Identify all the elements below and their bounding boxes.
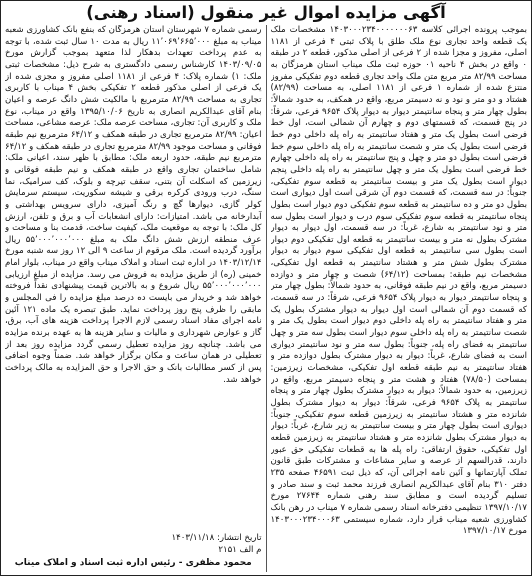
notice-columns — [1, 25, 531, 574]
right-column-text: بموجب پرونده اجرائی کلاسه ۱۴۰۳۰۰۰۲۳۴۰۰۰۰۰۰۰۶۳ مشخصات ملک یک قطعه واحد تجاری نوع ملک طلق با پلاک ثبتی ۴ فرعی از ۱۱۸۱ اصلی، مفروز و مجزا شده از ۲ فرعی از اصلی مذکور، قطعه ۲ در طبقه ۰ واقع در بخش ۴ ناحیه ۰۱ حوزه ثبت ملک میناب استان هرمزگان به مساحت ۸۲/۹۹ متر مربع متن ملک واحد تجاری قطعه دوم تفکیکی مفروز منتزع شده از شماره ۱ فرعی از ۱۱۸۱ اصلی، به مساحت (۸۲/۹۹) هشتاد و دو متر و نود و نه دسیمتر مربع، واقع در همکف، به حدود شمالاً: بطول چهار متر و پنجاه سانتیمتر دیوار به دیوار پلاک ۹۶۵۴ فرعی، شرقاً: در پنج قسمت، که قسمتهای دوم و چهارم آن شمالی است، اول خط فرضی است بطول یک متر و هفتاد سانتیمتر به راه پله داخلی دوم خط فرضی است بطول یک متر و شصت سانتیمتر به راه پله داخلی سوم خط فرضی است بطول دو متر و چهل و پنج سانتیمتر به راه پله داخلی چهارم خط فرضی است بطول یک متر و چهل سانتیمتر به راه پله داخلی پنجم دیوار است بطول یک متر و بیست سانتیمتر به قطعه سوم تفکیکی، جنوباً: در سه قسمت، که قسمت دوم آن شرقی است اول دیواری است بطول دو متر و ده سانتیمتر به قطعه سوم تفکیکی دوم دیوار است بطول پنجاه سانتیمتر به قطعه سوم تفکیکی سوم درب و دیوار است بطول سه متر و نود سانتیمتر به شارع، غرباً: در سه قسمت، اول دیوار به دیوار مشترک بطول نه متر و بیست سانتیمتر به قطعه اول تفکیکی دوم دیوار است بطول سی سانتیمتر به قطعه اول تفکیکی سوم دیوار به دیوار مشترک بطول شش متر و هشتاد سانتیمتر به قطعه اول تفکیکی، مشخصات نیم طبقه: بمساحت (۶۴/۱۲) شصت و چهار متر و دوازده دسیمتر مربع، واقع در نیم طبقه فوقانی، به حدود شمالاً: بطول چهار متر و پنجاه سانتیمتر دیوار به دیوار پلاک ۹۶۵۴ فرعی، شرقاً: در سه قسمت، که قسمت دوم آن شمالی است اول دیوار به دیوار مشترک بطول یک متر و هفتاد سانتیمتر به راه پله داخلی دوم دیوار است بطول یک متر و شصت سانتیمتر به راه پله داخلی سوم دیوار است بطول سه متر و چهل سانتیمتر به فضای راه پله، جنوباً: بطول سه متر و نود سانتیمتر دیواری است به فضای شارع، غرباً: دیوار به دیوار مشترک بطول دوازده متر و هفتاد سانتیمتر به نیم طبقه قطعه اول تفکیکی، مشخصات زیرزمین: بمساحت (۷۸/۵۰) هفتاد و هشت متر و پنجاه دسیمتر مربع، واقع در زیرزمین، به حدود شمالاً: دیوار به دیوار مشترک بطول چهار متر و پنجاه سانتیمتر به پلاک ۹۶۵۴ فرعی، شرقاً: دیوار به دیوار مشترک بطول شانزده متر و هشتاد سانتیمتر به زیرزمین قطعه سوم تفکیکی، جنوباً: دیواری است بطول چهار متر و بیست سانتیمتر به زیر شارع، غرباً: دیوار به دیوار مشترک بطول شانزده متر و هشتاد سانتیمتر به زیرزمین قطعه اول تفکیکی، حقوق ارتفاقی: راه پله ها به قطعات تفکیکی حق عبور دارند، قدرالسهم از عرصه و سایر مشاعات و مشترکات طبق قانون تملک آپارتمانها و آئین نامه اجرائی آن، که ذیل ثبت ۴۶۵۹۱ صفحه ۲۳۵ دفتر ۳۱۰ بنام آقای عبدالکریم انصاری فرزند محمد ثبت و سند صادر و تسلیم گردیده است و مطابق سند رهنی شماره ۲۷۶۴۴ مورخ ۱۳۹۷/۱۰/۱۷ تنظیمی دفترخانه اسناد رسمی شماره ۷ میناب در رهن بانک کشاورزی شعبه میناب قرار دارد، شماره سیستمی ۱۴۰۳۰۰۰۲۳۴۰۰۰۶۳ مورخ ۱۳۹۷/۱۰/۱۷ — [270, 25, 527, 537]
left-column — [5, 25, 262, 572]
publication-date: تاریخ انتشار: ۱۴۰۳/۱۱/۱۸ — [171, 533, 262, 543]
notice-title: آگهی مزایده اموال غیر منقول (اسناد رهنی) — [86, 3, 446, 22]
reference-number: م الف ۲۱۵۱ — [218, 545, 262, 555]
signature: محمود مظفری - رئیس اداره ثبت اسناد و املاک میناب — [14, 558, 252, 568]
left-column-text: رسمی شماره ۷ شهرستان استان هرمزگان که بنفع بانک کشاورزی شعبه میناب به مبلغ ۱۱٬۰۶۹٬۶۶۵٬۰۰۰ ریال به مدت ۱۰ سال ثبت شده، با توجه به عدم پرداخت تعهدات بدهکار لذا متعهد بموجب گزارش مورخ ۱۴۰۳/۰۹/۰۵ کارشناس رسمی دادگستری به شرح ذیل: مشخصات ثبتی ملک: ۱) شماره پلاک: ۴ فرعی از ۱۱۸۱ اصلی مفروز و مجزی شده از یک فرعی از اصلی مذکور قطعه ۲ تفکیکی بخش ۴ میناب با کاربری تجاری به مساحت ۸۲/۹۹ مترمربع با مالکیت شش دانگ عرصه و اعیان بنام آقای عبدالکریم انصاری به تاریخ ۱۳۹۵/۱۰/۰۶ واقع در میناب، نوع ملک و کاربری آن: تجاری، مساحت عرصه ملک: عرصه مشاعی، مساحت اعیان: ۸۲/۹۹ مترمربع تجاری در طبقه همکف و ۶۴/۱۲ مترمربع نیم طبقه فوقانی و مساحت موجود ۸۲/۹۹ مترمربع تجاری در طبقه همکف و ۶۴/۱۲ مترمربع نیم طبقه، حدود اربعه ملک: مطابق با ظهر سند، اعیانی ملک: شامل ساختمان تجاری واقع در طبقه همکف و نیم طبقه فوقانی و زیرزمین که اسکلت آن بتنی، سقف تیرچه و بلوک، کف سرامیک، نما سنگ، درب ورودی کرکره برقی و شیشه سکوریت، سیستم سرمایش کولر گازی، دیوارها گچ و رنگ آمیزی، دارای سرویس بهداشتی و آبدارخانه می باشد. امتیازات: دارای انشعابات آب و برق و تلفن، ارزش کل ملک: با توجه به موقعیت ملک، کیفیت ساخت، قدمت بنا و مساحت و عرف منطقه ارزش شش دانگ ملک به مبلغ ۵۵٬۰۰۰٬۰۰۰٬۰۰۰ ریال برآورد گردیده است. ملک مرقوم از ساعت ۹ الی ۱۲ روز سه شنبه مورخ ۱۴۰۳/۱۲/۱۴ در اداره ثبت اسناد و املاک میناب واقع در میناب، بلوار امام خمینی (ره) از طریق مزایده به فروش می رسد. مزایده از مبلغ ارزیابی ۵۵٬۰۰۰٬۰۰۰٬۰۰۰ ریال شروع و به بالاترین قیمت پیشنهادی نقداً فروخته خواهد شد و خریدار می بایست ده درصد مبلغ مزایده را فی المجلس و مابقی را ظرف پنج روز پرداخت نماید. طبق تبصره یک ماده ۱۲۱ آئین نامه اجرای مفاد اسناد رسمی لازم الاجرا پرداخت هزینه های آب، برق، گاز و عوارض شهرداری و مالیات و سایر هزینه ها به عهده برنده مزایده می باشد. چنانچه روز مزایده تعطیل رسمی گردد مزایده روز بعد از تعطیلی در همان ساعت و مکان برگزار خواهد شد. ضمناً وجوه اضافی پس از کسر مطالبات بانک و حق الاجرا و حق المزایده به مالک پرداخت خواهد شد. — [5, 25, 262, 385]
column-divider — [266, 25, 267, 572]
